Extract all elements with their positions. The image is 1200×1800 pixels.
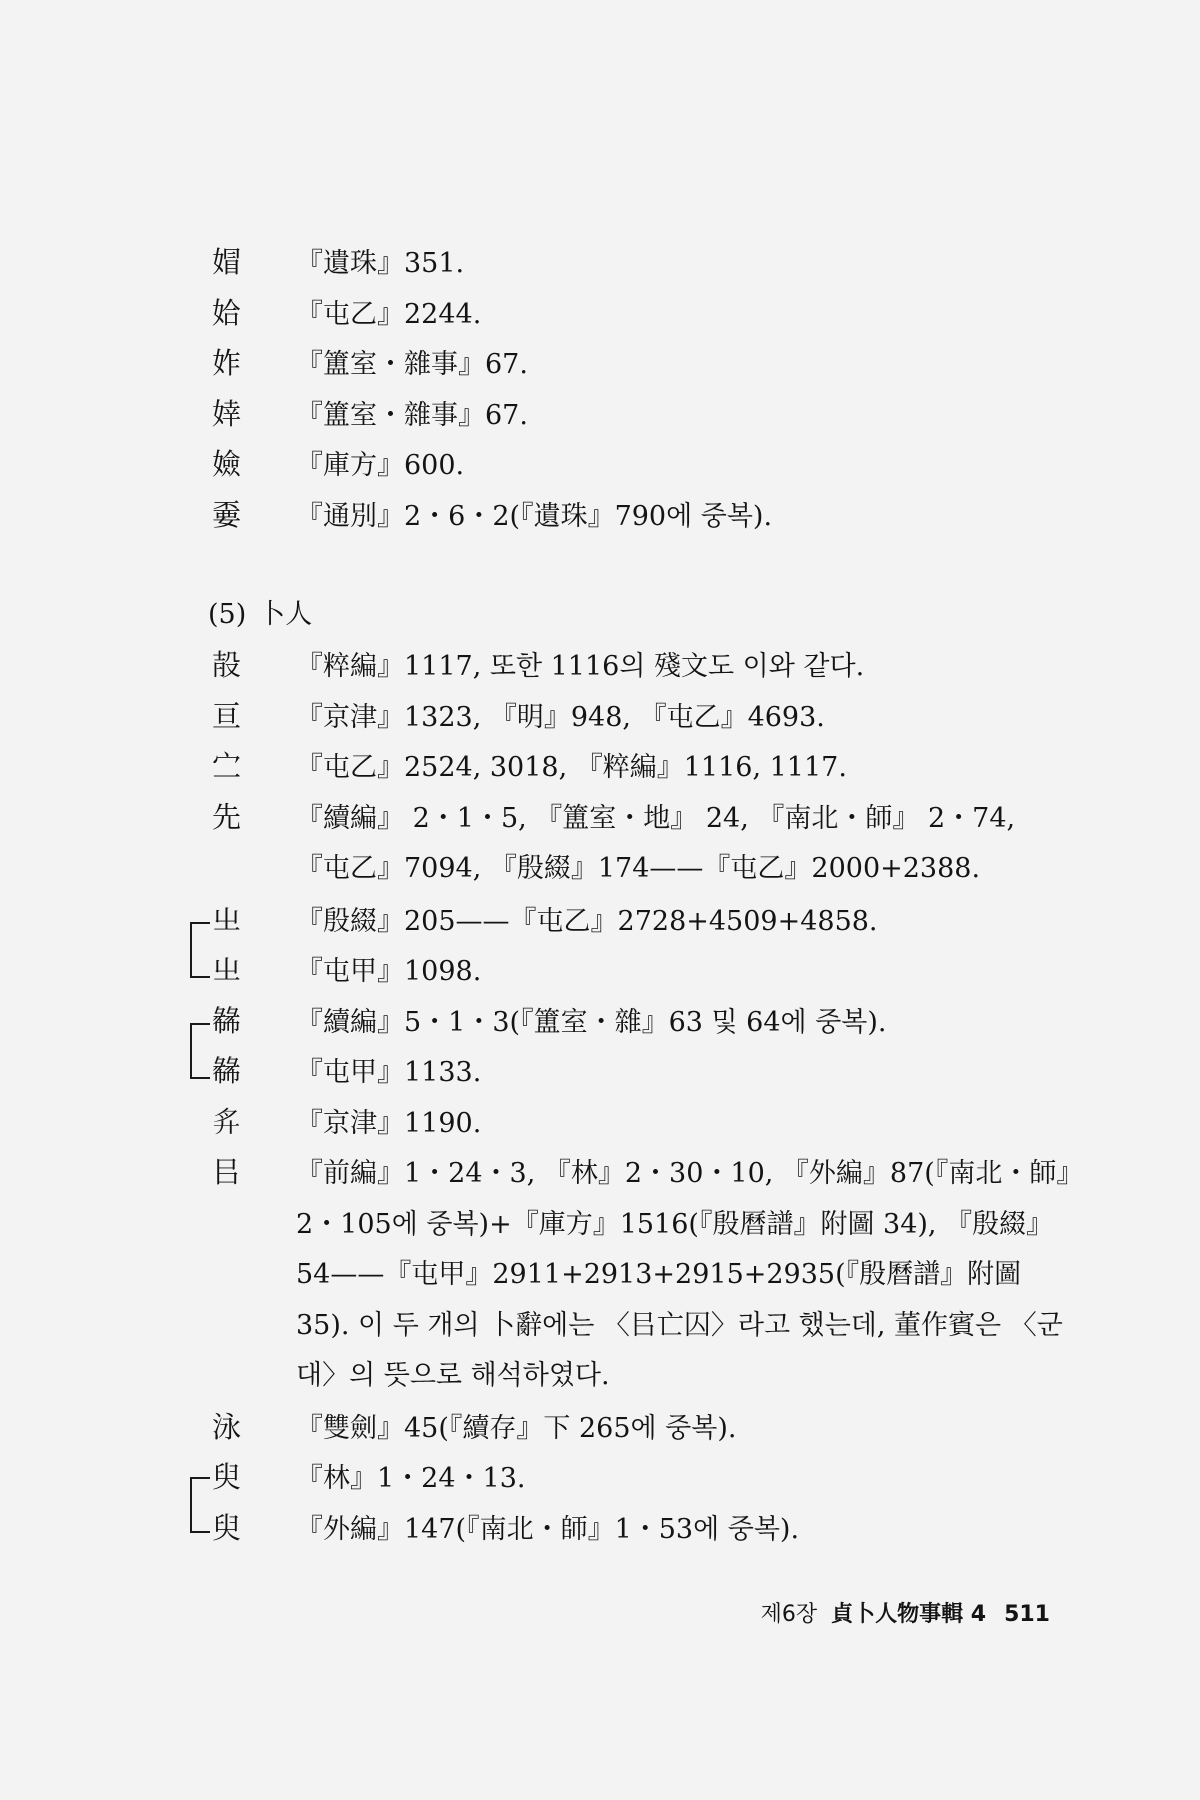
entry-row — [212, 895, 1072, 946]
entry-row — [212, 1503, 1072, 1554]
entry-row — [212, 389, 1072, 440]
section-title: 卜人 — [258, 599, 313, 630]
entry-row — [212, 1402, 1072, 1453]
entry-citation: 『殷綴』205——『屯乙』2728+4509+4858. — [296, 905, 878, 937]
variant-bracket — [190, 922, 210, 978]
entry-character: 媢 — [212, 245, 242, 279]
page-number: 511 — [1004, 1602, 1050, 1627]
entry-character: 㞢 — [212, 953, 242, 987]
entry-character: 𢌳 — [212, 1104, 242, 1139]
entry-citation: 『屯甲』1133. — [296, 1057, 482, 1088]
entry-row — [212, 741, 1072, 792]
entry-citation: 『屯乙』2244. — [296, 298, 482, 330]
entry-row — [212, 792, 1072, 895]
entry-row — [212, 1452, 1072, 1503]
section-number: (5) — [208, 599, 247, 630]
entry-row — [212, 1046, 1072, 1097]
entry-character: 㱿 — [212, 648, 242, 682]
entry-row — [212, 640, 1072, 691]
entry-row — [212, 945, 1072, 996]
entry-character: 㝉 — [212, 749, 242, 783]
entry-character: 㣈 — [212, 1003, 242, 1038]
entry-citation: 『通別』2・6・2(『遺珠』790에 중복). — [296, 500, 773, 532]
page-footer — [761, 1595, 1050, 1635]
entry-citation: 『簠室・雜事』67. — [296, 399, 528, 431]
entry-character: 嬐 — [212, 447, 242, 481]
entry-list-diviners — [212, 640, 1072, 1553]
footer-title: 貞卜人物事輯 4 — [831, 1602, 987, 1627]
section-heading — [208, 590, 312, 640]
entry-character: 妰 — [212, 346, 242, 380]
entry-character: 臾 — [212, 1510, 242, 1545]
entry-character: 臾 — [212, 1460, 242, 1494]
entry-row — [212, 996, 1072, 1047]
entry-character: 㞢 — [212, 902, 242, 937]
entry-citation: 『屯甲』1098. — [296, 956, 482, 987]
entry-row — [212, 439, 1072, 490]
entry-row — [212, 1147, 1072, 1402]
entry-citation: 『林』1・24・13. — [296, 1463, 526, 1494]
entry-character: 婞 — [212, 396, 242, 431]
entry-citation: 『外編』147(『南北・師』1・53에 중복). — [296, 1513, 800, 1545]
entry-citation: 『前編』1・24・3, 『林』2・30・10, 『外編』87(『南北・師』2・105에 중복)+『庫方』1516(『殷曆譜』附圖 34), 『殷綴』54——『屯甲』2911+2913+2915+2935(『殷曆譜』附圖 35). 이 두 개의 卜辭에는 〈㠯亡囚〉라고 했는데, 董作賓은 〈군대〉의 뜻으로 해석하였다. — [296, 1158, 1070, 1391]
entry-row — [212, 691, 1072, 742]
entry-character: 亘 — [212, 698, 242, 733]
entry-character: 泳 — [212, 1409, 242, 1444]
entry-list-continued — [212, 237, 1072, 540]
entry-character: 㠯 — [212, 1155, 242, 1189]
entry-row — [212, 288, 1072, 339]
entry-citation: 『續編』5・1・3(『簠室・雜』63 및 64에 중복). — [296, 1006, 887, 1038]
entry-character: 姶 — [212, 295, 242, 330]
entry-citation: 『屯乙』2524, 3018, 『粹編』1116, 1117. — [296, 752, 847, 783]
variant-bracket — [190, 1023, 210, 1079]
entry-citation: 『簠室・雜事』67. — [296, 349, 528, 380]
entry-citation: 『雙劍』45(『續存』下 265에 중복). — [296, 1412, 737, 1444]
entry-citation: 『庫方』600. — [296, 450, 465, 481]
entry-citation: 『續編』 2・1・5, 『簠室・地』 24, 『南北・師』 2・74, 『屯乙』7094, 『殷綴』174——『屯乙』2000+2388. — [296, 802, 1016, 884]
entry-row — [212, 237, 1072, 288]
entry-row — [212, 490, 1072, 541]
entry-character: 先 — [212, 799, 242, 834]
entry-row — [212, 338, 1072, 389]
variant-bracket — [190, 1477, 210, 1533]
entry-row — [212, 1097, 1072, 1148]
footer-chapter: 제6장 — [760, 1602, 818, 1627]
entry-character: 嫑 — [212, 497, 242, 532]
entry-citation: 『京津』1323, 『明』948, 『屯乙』4693. — [296, 701, 825, 733]
entry-citation: 『京津』1190. — [296, 1107, 482, 1139]
entry-citation: 『遺珠』351. — [296, 248, 465, 279]
entry-character: 㣈 — [212, 1054, 242, 1088]
entry-citation: 『粹編』1117, 또한 1116의 殘文도 이와 같다. — [296, 651, 865, 682]
